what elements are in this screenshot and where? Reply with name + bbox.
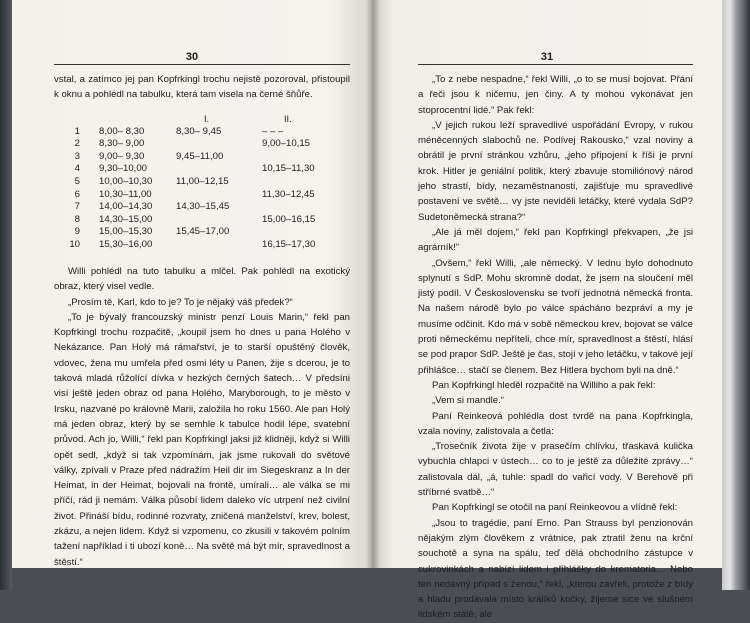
header-rule-left bbox=[54, 64, 350, 65]
row-number: 8 bbox=[74, 213, 80, 225]
paragraph: „To z nebe nespadne,“ řekl Willi, „o to se musí bojovat. Přání a řeči jsou k ničemu, jen činy. A ty mohou vykonávat jen stoprocentní lidé.“ Pak řekl: bbox=[418, 74, 693, 116]
lesson-time: 8,00– 8,30 bbox=[99, 125, 145, 137]
table-row bbox=[64, 201, 354, 214]
row-number: 7 bbox=[74, 201, 80, 213]
page-number-left: 30 bbox=[185, 51, 199, 63]
paragraph: „Ovšem,“ řekl Willi, „ale německý. V lednu bylo dohodnuto splynutí s SdP. Mohu skromně dodat, že jsem na sloučení měl jistý podíl. V Československu se tvoří jednotná německá fronta. Na našem národě bylo po válce spácháno bezpráví a my je musíme odčinit. Kdo má v sobě německou krev, bojovat se válce proti německému nepříteli, chce mír, spravedlnost a štěstí, hlásí se pod prapor SdP. Ještě je čas, stojí v jeho letáčku, v takové její přihlášce… stačí se členem. Bez Hitlera bychom byli na dně.“ bbox=[418, 257, 693, 376]
shift-i-time: 9,45–11,00 bbox=[176, 150, 224, 162]
right-body-text bbox=[418, 72, 693, 623]
row-number: 2 bbox=[74, 138, 80, 150]
book-gutter bbox=[366, 0, 380, 568]
lesson-time: 10,00–10,30 bbox=[99, 175, 153, 187]
lesson-time: 9,30–10,00 bbox=[99, 163, 148, 175]
timetable bbox=[64, 113, 354, 252]
shift-ii-time: 15,00–16,15 bbox=[262, 213, 316, 225]
table-row bbox=[64, 239, 354, 252]
row-number: 6 bbox=[74, 188, 80, 200]
row-number: 10 bbox=[69, 238, 80, 250]
row-number: 3 bbox=[74, 150, 80, 162]
table-row bbox=[64, 226, 354, 239]
column-header-ii: II. bbox=[284, 114, 292, 124]
shift-i-time: 8,30– 9,45 bbox=[176, 125, 222, 137]
lesson-time: 15,30–16,00 bbox=[99, 238, 153, 250]
paragraph: „Ale já měl dojem,“ řekl pan Kopfrkingl překvapen, „že jsi agrárník!“ bbox=[418, 226, 693, 254]
lesson-time: 9,00– 9,30 bbox=[99, 150, 145, 162]
shift-i-time: 15,45–17,00 bbox=[176, 226, 230, 238]
book-page-edges-right bbox=[722, 0, 750, 590]
paragraph: „Vem si mandle.“ bbox=[432, 395, 504, 407]
table-row bbox=[64, 214, 354, 227]
paragraph: „Prosím tě, Karl, kdo to je? To je nějaký váš předek?“ bbox=[68, 296, 293, 308]
lesson-time: 14,30–15,00 bbox=[99, 213, 153, 225]
table-row bbox=[64, 176, 354, 189]
paragraph: „V jejich rukou leží spravedlivé uspořádání Evropy, v rukou méněcenných slabochů ne. Podívej Rakousko,“ vzal noviny a obrátil je první stránkou vzhůru, „jeho připojení k říši je první krok. Hitler je geniální politik, který zbavuje stomiliónový národ jeho strastí, bídy, nezaměstnanosti, zajišťuje mu spravedlivé postavení ve světě… vy jste neviděli letáčky, které vydala SdP? Sudetoněmecká strana?“ bbox=[418, 119, 693, 223]
row-number: 1 bbox=[74, 125, 80, 137]
row-number: 4 bbox=[74, 163, 80, 175]
table-row bbox=[64, 138, 354, 151]
intro-paragraph: vstal, a zatímco jej pan Kopfrkingl trochu nejistě pozoroval, přistoupil k oknu a pohlédl na tabulku, která tam visela na černé šňůře. bbox=[54, 74, 350, 101]
left-body-text bbox=[54, 264, 350, 570]
lesson-time: 8,30– 9,00 bbox=[99, 138, 145, 150]
right-page bbox=[372, 0, 722, 621]
lesson-time: 15,00–15,30 bbox=[99, 226, 153, 238]
lesson-time: 10,30–11,00 bbox=[99, 188, 152, 200]
column-header-i: I. bbox=[204, 114, 210, 124]
paragraph: Willi pohlédl na tuto tabulku a mlčel. Pak pohlédl na exotický obraz, který visel vedle. bbox=[54, 266, 350, 293]
shift-i-time: 14,30–15,45 bbox=[176, 201, 230, 213]
table-row bbox=[64, 189, 354, 202]
shift-i-time: 11,00–12,15 bbox=[176, 175, 229, 187]
shift-ii-time: – – – bbox=[262, 125, 284, 137]
page-number-right: 31 bbox=[540, 51, 554, 63]
header-rule-right bbox=[418, 64, 693, 65]
shift-ii-time: 11,30–12,45 bbox=[262, 188, 315, 200]
table-row bbox=[64, 163, 354, 176]
paragraph: Pan Kopfrkingl hleděl rozpačitě na Williho a pak řekl: bbox=[432, 379, 656, 391]
book-cover-edge-left bbox=[0, 0, 12, 590]
shift-ii-time: 16,15–17,30 bbox=[262, 238, 316, 250]
shift-ii-time: 10,15–11,30 bbox=[262, 163, 315, 175]
paragraph: Paní Reinkeová pohlédla dost tvrdě na pana Kopfrkingla, vzala noviny, zalistovala a četla: bbox=[418, 410, 693, 437]
paragraph: „To je bývalý francouzský ministr penzí Louis Marin,“ řekl pan Kopfrkingl trochu rozpačitě, „koupil jsem ho dnes u pana Holého v Nekázance. Pan Holý má rámařství, je to starší opuštěný člověk, vdovec, žena mu umřela před osmi léty u Panen, žije s dcerou, je to taková mladá růžolící dívka v hezkých černých šatech… V předsíni visí ještě jeden obraz od pana Holého, Maryborough, to je město v Irsku, nazvané po královně Marii, založila ho roku 1560. Ale pan Holý má jeden obraz, který by se semhle k tabulce hodil lépe, svatební průvod. Ach jo, Willi,“ řekl pan Kopfrkingl jaksi již klidněji, když si Willi opět sedl, „když si tak vzpomínám, jak jsme rukovali do světové války, zpívali v Praze před nádražím Heil dir im Siegeskranz a In der Heimat, in der Heimat, bojovali na frontě, umírali… ale válka se mi příčí, rád ji nemám. Válka působí lidem daleko víc utrpení než civilní život. Přináší bídu, rodinné rozvraty, zničená manželství, krev, bolest, zkázu, a nejen lidem. Když si vzpomenu, co zkusili v takovém polním tažení například i ti ubozí koně… Na světě má být mír, spravedlnost a štěstí.“ bbox=[54, 311, 350, 568]
row-number: 9 bbox=[74, 226, 80, 238]
lesson-time: 14,00–14,30 bbox=[99, 201, 153, 213]
paragraph: Pan Kopfrkingl se otočil na paní Reinkeovou a vlídně řekl: bbox=[432, 502, 678, 514]
row-number: 5 bbox=[74, 175, 80, 187]
table-row bbox=[64, 126, 354, 139]
timetable-header-row bbox=[64, 113, 354, 126]
paragraph: „Jsou to tragédie, paní Erno. Pan Strauss byl penzionován nějakým zlým člověkem z vrátnice, pak ztratil ženu na krční souchotě a syna na spálu, teď dělá obchodního zástupce v cukrovinkách a nabízí lidem i přihlášky do krematoria… Nebo ten nedávný případ s ženou,“ řekl, „kterou zavřeli, protože z bídy a hladu prodávala místo králíků kočky, žijeme sice ve slušném lidském státě, ale bbox=[418, 517, 693, 621]
left-page bbox=[12, 0, 372, 568]
paragraph: „Trosečník života žije v prasečím chlívku, třaskavá kulička vybuchla chlapci v ústech… co to je ještě za důležité zprávy…“ zalistovala dál, „á, tuhle: spadl do vařicí vody. V Berehově při stříbrné svatbě…“ bbox=[418, 441, 693, 499]
left-intro-text bbox=[54, 72, 350, 103]
shift-ii-time: 9,00–10,15 bbox=[262, 138, 311, 150]
table-row bbox=[64, 151, 354, 164]
